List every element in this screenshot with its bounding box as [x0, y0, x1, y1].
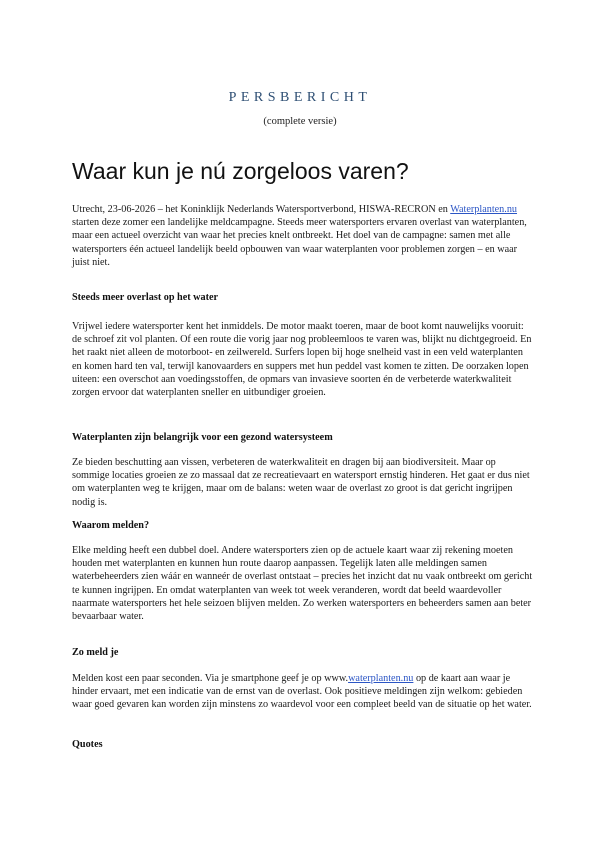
intro-text-end: starten deze zomer een landelijke meldcampagne. Steeds meer watersporters ervaren overlast van waterplanten, maar een actueel overzicht van waar het precies knelt ontbreekt. Het doel van de campagne: samen met alle watersporters één actueel landelijk beeld opbouwen van waar waterplanten voor problemen zorgen – en waar juist niet.	[72, 217, 527, 268]
section-body-watersysteem: Ze bieden beschutting aan vissen, verbeteren de waterkwaliteit en dragen bij aan biodiversiteit. Maar op sommige locaties groeien ze zo massaal dat ze recreatievaart en watersport ernstig hinderen. Het gaat er dus niet om waterplanten weg te krijgen, maar om de balans: weten waar de overlast zo groot is dat gericht ingrijpen nodig is.	[72, 457, 530, 508]
section-body-overlast: Vrijwel iedere watersporter kent het inmiddels. De motor maakt toeren, maar de boot komt nauwelijks vooruit: de schroef zit vol planten. Of een route die vorig jaar nog probleemloos te varen was, blijkt nu dichtgegroeid. En het raakt niet alleen de motorboot- en zeilwereld. Surfers lopen bij hoge snelheid vast in een veld waterplanten en komen hard ten val, terwijl kanovaarders en suppers met hun peddel vast komen te zitten. De oorzaken lopen uiteen: een overschot aan voedingsstoffen, de opmars van invasieve soorten én de verbeterde waterkwaliteit zorgen ervoor dat waterplanten sneller en uitbundiger groeien.	[72, 321, 532, 399]
page-title: Waar kun je nú zorgeloos varen?	[72, 158, 409, 184]
section-body-zo-meld-je	[72, 672, 534, 712]
section-body-waarom-melden: Elke melding heeft een dubbel doel. Andere watersporters zien op de actuele kaart waar zij rekening moeten houden met waterplanten en kunnen hun route daarop aanpassen. Tegelijk laten alle meldingen samen waterbeheerders zien wáár en wanneér de overlast ontstaat – precies het inzicht dat nu vaak ontbreekt om gericht te kunnen ingrijpen. En omdat waterplanten van week tot week veranderen, wordt dat beeld waardevoller naarmate watersporters het hele seizoen blijven melden. Zo werken watersporters en beheerders samen aan beter bevaarbaar water.	[72, 545, 533, 623]
intro-paragraph	[72, 203, 534, 269]
waterplanten-link[interactable]: Waterplanten.nu	[450, 204, 518, 215]
waterplanten-site-link[interactable]: waterplanten.nu	[348, 673, 414, 684]
section-heading-watersysteem: Waterplanten zijn belangrijk voor een gezond watersysteem	[72, 432, 333, 443]
press-release-label: PERSBERICHT	[228, 90, 372, 105]
section-heading-overlast: Steeds meer overlast op het water	[72, 292, 219, 303]
section-heading-quotes: Quotes	[72, 739, 103, 750]
melden-text-start: Melden kost een paar seconden. Via je smartphone geef je op www.	[72, 673, 349, 684]
version-subtitle: (complete versie)	[263, 116, 337, 127]
intro-text-start: Utrecht, 23-06-2026 – het Koninklijk Nederlands Watersportverbond, HISWA-RECRON en	[72, 204, 451, 215]
melden-text-end: op de kaart aan waar je hinder ervaart, met een indicatie van de ernst van de overlast. Ook positieve meldingen zijn welkom: gebieden waar goed gevaren kan worden zijn minstens zo waardevol voor een compleet beeld van de situatie op het water.	[72, 673, 532, 711]
section-heading-zo-meld-je: Zo meld je	[72, 647, 119, 658]
section-heading-waarom-melden: Waarom melden?	[72, 520, 150, 531]
